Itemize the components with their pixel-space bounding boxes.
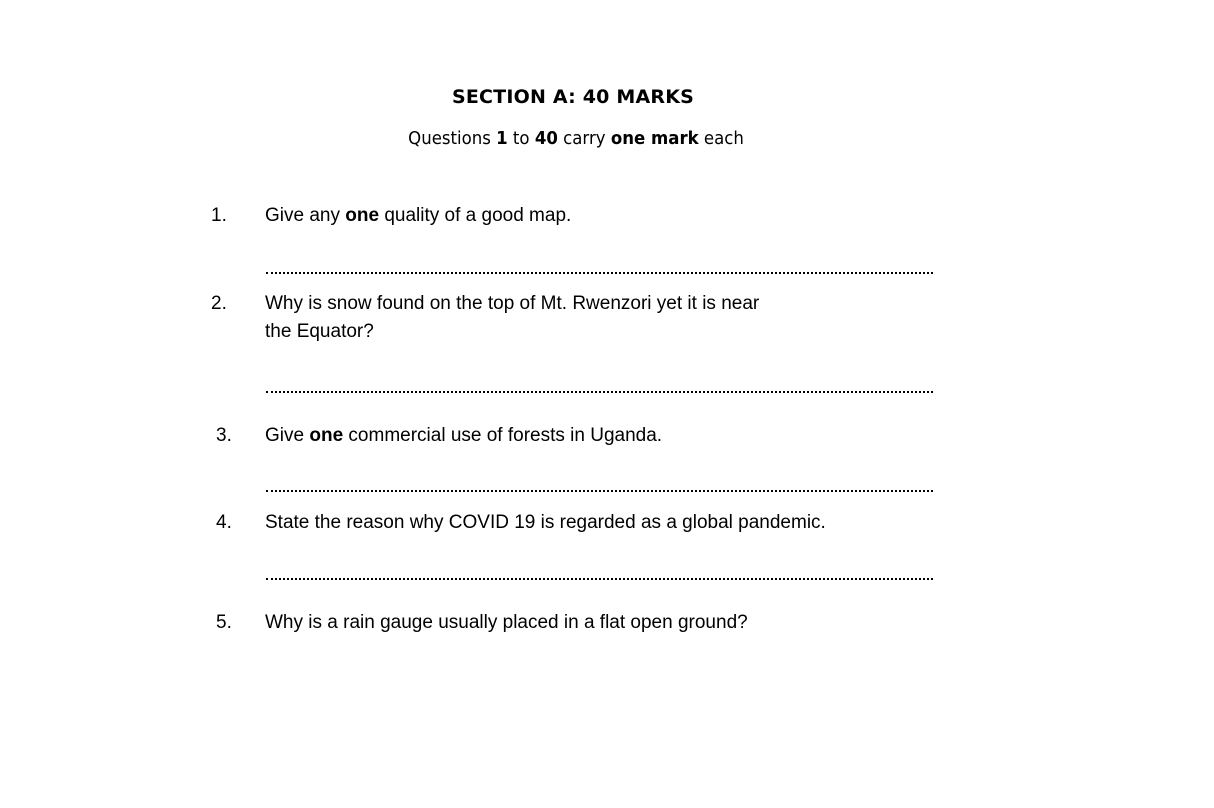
question-1-text-before: Give any [265, 205, 340, 226]
question-3-text-after: commercial use of forests in Uganda. [348, 425, 663, 446]
question-3-text [265, 422, 662, 450]
question-4-answer-line[interactable] [266, 578, 933, 580]
instructions-last-number: 40 [534, 128, 558, 149]
section-instructions [46, 128, 1106, 149]
question-2-line-1: Why is snow found on the top of Mt. Rwenzori yet it is near [265, 293, 760, 314]
question-1-answer-line[interactable] [266, 272, 933, 274]
question-3-text-before: Give [265, 425, 305, 446]
question-4-number: 4. [216, 512, 232, 533]
question-1-text-after: quality of a good map. [384, 205, 572, 226]
question-3-number: 3. [216, 425, 232, 446]
question-5-text: Why is a rain gauge usually placed in a flat open ground? [265, 612, 748, 633]
question-2-text [265, 290, 759, 346]
instructions-emphasis: one mark [610, 128, 699, 149]
instructions-first-number: 1 [496, 128, 508, 149]
question-2-number: 2. [211, 293, 227, 314]
question-1-text [265, 202, 571, 230]
instructions-carry: carry [563, 128, 606, 149]
question-1-number: 1. [211, 205, 227, 226]
instructions-to: to [512, 128, 530, 149]
question-3-answer-line[interactable] [266, 490, 933, 492]
question-3-emphasis: one [309, 425, 344, 446]
section-title: SECTION A: 40 MARKS [451, 86, 695, 108]
instructions-prefix: Questions [408, 128, 491, 149]
question-1-emphasis: one [345, 205, 380, 226]
question-5-number: 5. [216, 612, 232, 633]
question-2-answer-line[interactable] [266, 391, 933, 393]
question-2-line-2: the Equator? [265, 321, 374, 342]
instructions-suffix: each [703, 128, 744, 149]
question-4-text: State the reason why COVID 19 is regarded as a global pandemic. [265, 512, 826, 533]
